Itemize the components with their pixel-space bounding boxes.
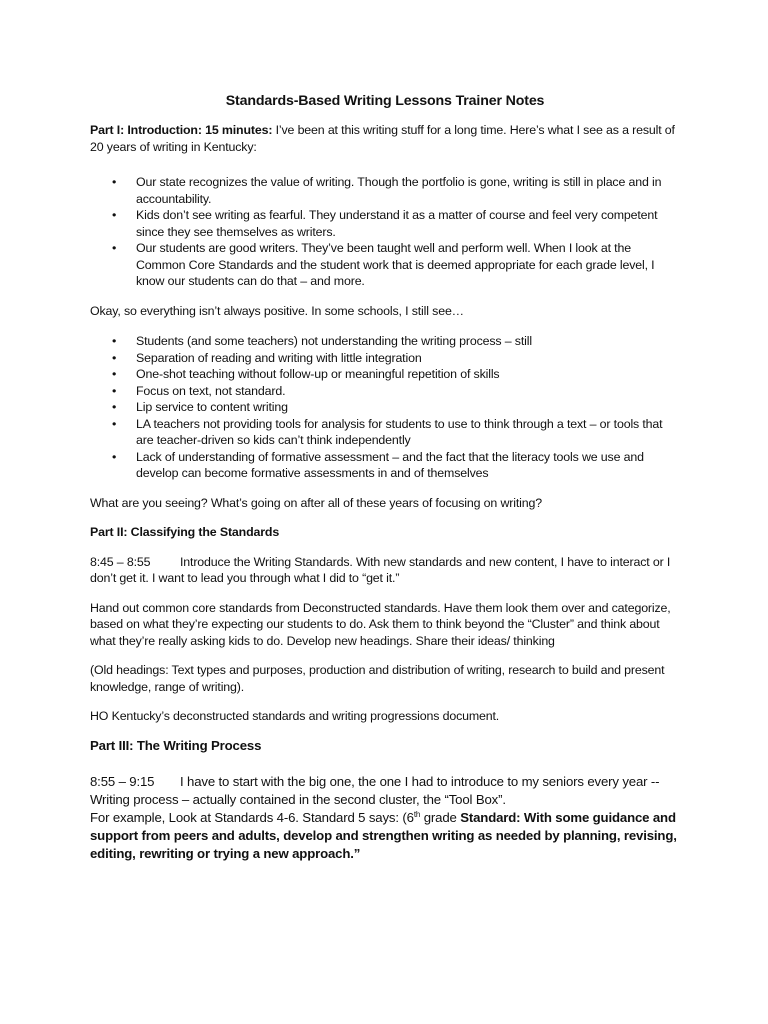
old-headings-paragraph: (Old headings: Text types and purposes, production and distribution of writing, research to build and present knowledge, range of writing). bbox=[90, 663, 665, 694]
bullet-icon: • bbox=[112, 400, 117, 414]
part1-heading: Part I: Introduction: 15 minutes: bbox=[90, 123, 273, 137]
document-title: Standards-Based Writing Lessons Trainer Notes bbox=[225, 93, 545, 109]
list-item: • Lip service to content writing bbox=[112, 400, 288, 414]
bullet-icon: • bbox=[112, 350, 117, 365]
bullet-icon: • bbox=[112, 416, 117, 431]
standard-quote: Standard: With some guidance and support from peers and adults, develop and strengthen writing as needed by planning, revising, editing, rewriting or trying a new approach.” bbox=[90, 810, 677, 861]
question-paragraph: What are you seeing? What’s going on after all of these years of focusing on writing? bbox=[90, 495, 542, 510]
list-item: • Our students are good writers. They’ve been taught well and perform well. When I look at the Common Core Standards and the student work that is deemed appropriate for each grade level, I know our students can do that – and more. bbox=[112, 241, 655, 288]
okay-paragraph: Okay, so everything isn’t always positive. In some schools, I still see… bbox=[90, 303, 464, 318]
list-item: • Our state recognizes the value of writing. Though the portfolio is gone, writing is still in place and in accountability. bbox=[112, 175, 662, 206]
bullet-icon: • bbox=[112, 449, 117, 464]
ho-paragraph: HO Kentucky’s deconstructed standards and writing progressions document. bbox=[90, 709, 500, 723]
time1-paragraph bbox=[90, 554, 680, 587]
example-paragraph: For example, Look at Standards 4-6. Standard 5 says: (6th grade Standard: With some guidance and support from peers and adults, develop and strengthen writing as needed by planning, revising, editing, rewriting or trying a new approach.” bbox=[90, 810, 677, 861]
bullet-icon: • bbox=[112, 175, 117, 189]
bullet-icon: • bbox=[112, 334, 117, 348]
bullet-icon: • bbox=[112, 241, 117, 255]
list-item: • Students (and some teachers) not understanding the writing process – still bbox=[112, 334, 532, 348]
bullet-icon: • bbox=[112, 383, 117, 398]
document-page bbox=[90, 92, 680, 863]
list-item: • Separation of reading and writing with little integration bbox=[112, 350, 422, 365]
part1-paragraph bbox=[90, 122, 680, 155]
part3-heading: Part III: The Writing Process bbox=[90, 737, 262, 753]
superscript-th: th bbox=[413, 810, 421, 819]
list-item: • Focus on text, not standard. bbox=[112, 383, 286, 398]
part3-body bbox=[90, 773, 680, 863]
time2-text: I have to start with the big one, the one I had to introduce to my seniors every year -- Writing process – actually contained in the second cluster, the “Tool Box”. bbox=[90, 774, 660, 807]
part2-heading: Part II: Classifying the Standards bbox=[90, 525, 280, 539]
time2-label: 8:55 – 9:15 bbox=[90, 774, 155, 789]
list-item: • Lack of understanding of formative assessment – and the fact that the literacy tools we use and develop can become formative assessments in and of themselves bbox=[112, 449, 644, 480]
part1-text: I’ve been at this writing stuff for a long time. Here’s what I see as a result of 20 years of writing in Kentucky: bbox=[90, 123, 675, 154]
time1-label: 8:45 – 8:55 bbox=[90, 554, 151, 569]
bullet-icon: • bbox=[112, 208, 117, 222]
time1-text: Introduce the Writing Standards. With new standards and new content, I have to interact or I don’t get it. I want to lead you through what I did to “get it.” bbox=[90, 554, 671, 585]
list-item: • Kids don’t see writing as fearful. They understand it as a matter of course and feel very competent since they see themselves as writers. bbox=[112, 208, 658, 239]
time2-paragraph bbox=[90, 773, 680, 809]
handout-paragraph: Hand out common core standards from Deconstructed standards. Have them look them over and categorize, based on what they’re expecting our students to do. Ask them to think beyond the “Cluster” and think about what they’re really asking kids to do. Develop new headings. Share their ideas/ thinking bbox=[90, 600, 671, 648]
list-item: • LA teachers not providing tools for analysis for students to use to think through a text – or tools that are teacher-driven so kids can’t think independently bbox=[112, 416, 663, 447]
bullet-icon: • bbox=[112, 367, 117, 381]
strengths-list bbox=[90, 174, 680, 290]
list-item: • One-shot teaching without follow-up or meaningful repetition of skills bbox=[112, 367, 500, 381]
concerns-list bbox=[90, 333, 680, 482]
